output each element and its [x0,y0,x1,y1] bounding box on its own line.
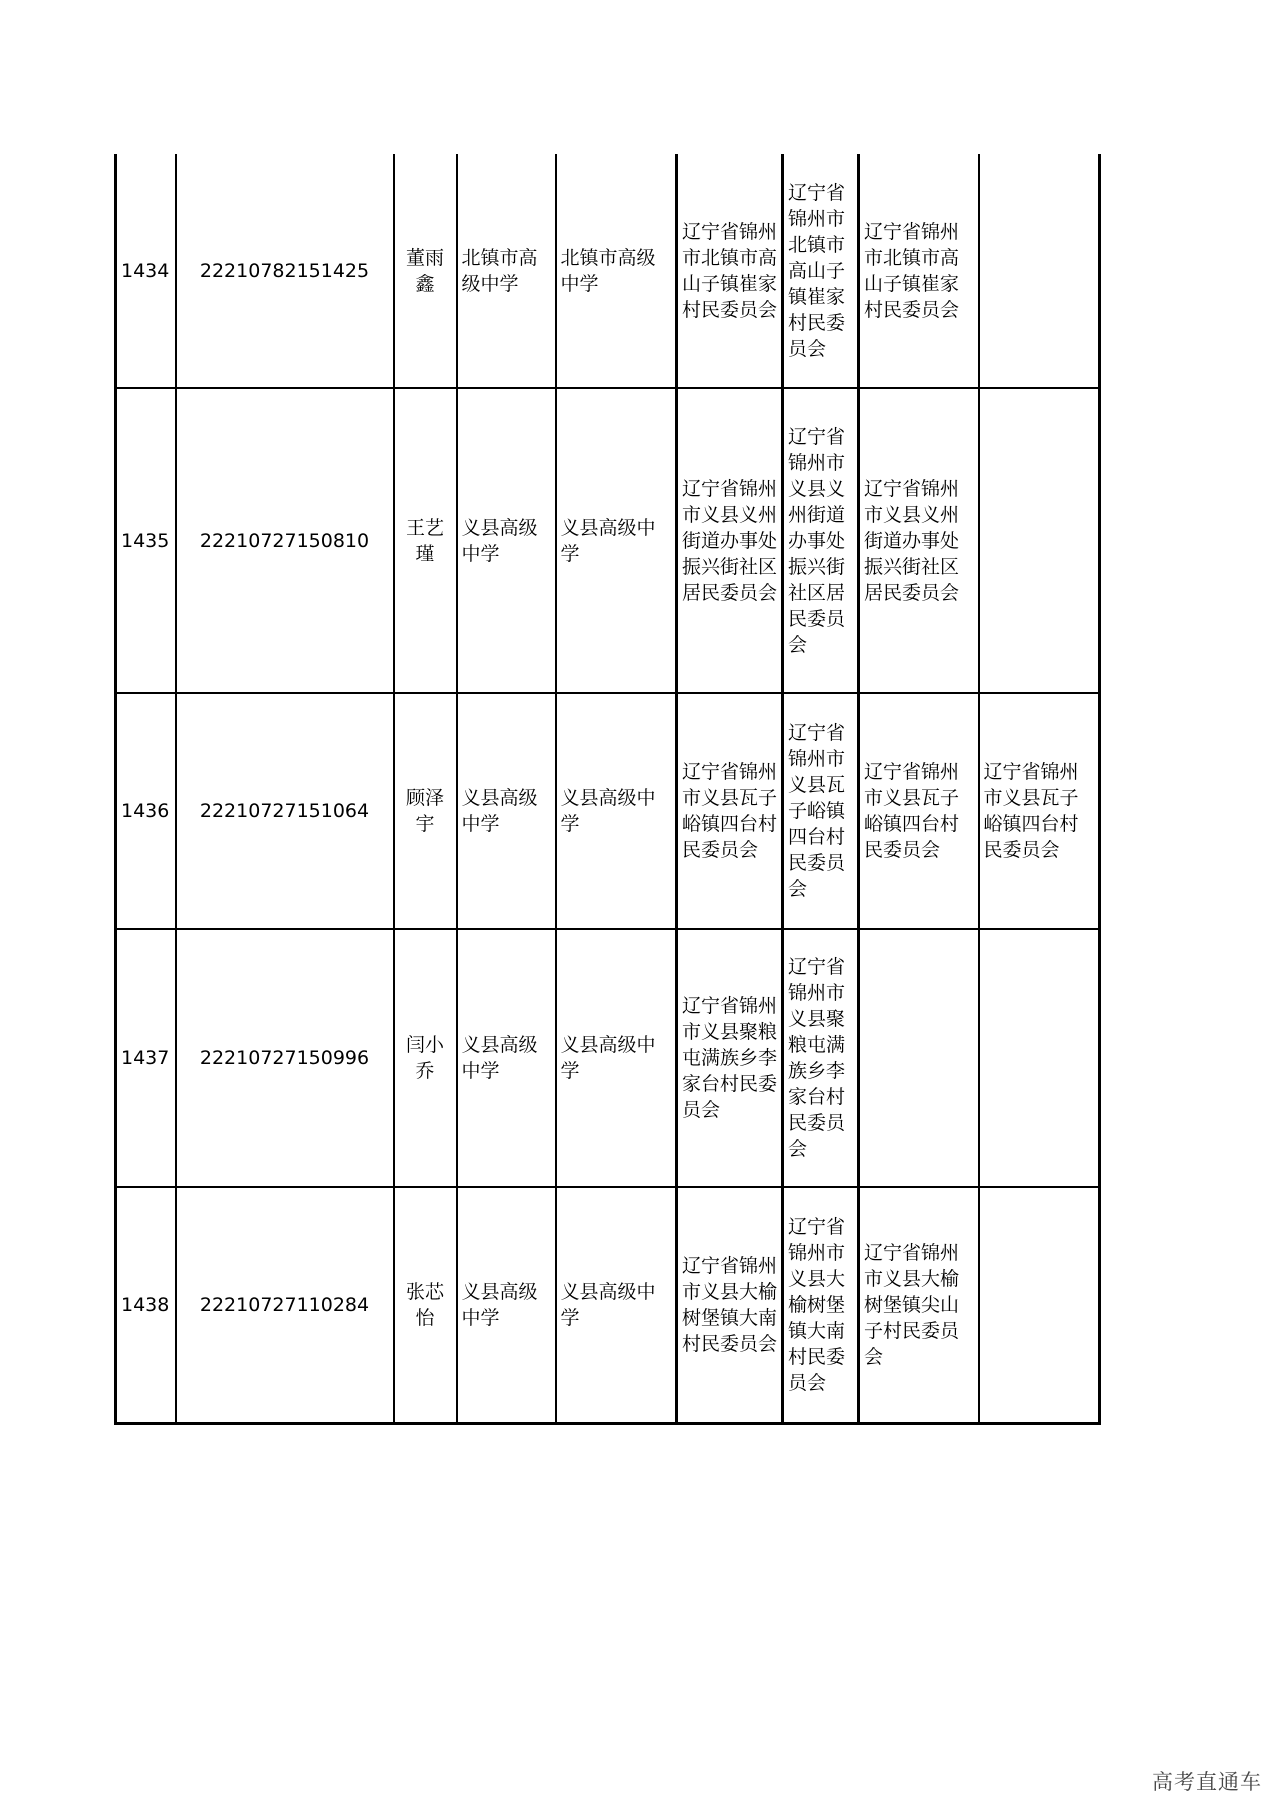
school-cell: 义县高级中学 [457,693,556,929]
address-cell [979,929,1100,1187]
address-cell [979,1187,1100,1423]
address-cell: 辽宁省锦州市义县聚粮屯满族乡李家台村民委员会 [783,929,859,1187]
address-cell: 辽宁省锦州市义县瓦子峪镇四台村民委员会 [783,693,859,929]
table-row [116,154,1100,388]
table-row [116,929,1100,1187]
name-cell: 董雨鑫 [394,154,457,388]
seq-cell: 1434 [116,154,176,388]
exam-number-cell: 22210727150996 [176,929,394,1187]
address-cell: 辽宁省锦州市北镇市高山子镇崔家村民委员会 [783,154,859,388]
address-cell: 辽宁省锦州市北镇市高山子镇崔家村民委员会 [677,154,783,388]
school-cell: 义县高级中学 [556,929,677,1187]
school-cell: 义县高级中学 [556,1187,677,1423]
address-cell: 辽宁省锦州市义县瓦子峪镇四台村民委员会 [979,693,1100,929]
address-cell: 辽宁省锦州市义县义州街道办事处振兴街社区居民委员会 [783,388,859,693]
seq-cell: 1435 [116,388,176,693]
address-cell: 辽宁省锦州市义县大榆树堡镇大南村民委员会 [783,1187,859,1423]
school-cell: 义县高级中学 [457,929,556,1187]
address-cell: 辽宁省锦州市义县瓦子峪镇四台村民委员会 [859,693,979,929]
exam-number-cell: 22210727150810 [176,388,394,693]
watermark-text: 高考直通车 [1152,1770,1262,1794]
address-cell [859,929,979,1187]
enrollment-table [114,154,1101,1425]
school-cell: 北镇市高级中学 [457,154,556,388]
name-cell: 闫小乔 [394,929,457,1187]
name-cell: 王艺瑾 [394,388,457,693]
name-cell: 顾泽宇 [394,693,457,929]
table-row [116,693,1100,929]
seq-cell: 1438 [116,1187,176,1423]
address-cell: 辽宁省锦州市义县义州街道办事处振兴街社区居民委员会 [859,388,979,693]
address-cell: 辽宁省锦州市义县瓦子峪镇四台村民委员会 [677,693,783,929]
address-cell: 辽宁省锦州市义县大榆树堡镇大南村民委员会 [677,1187,783,1423]
seq-cell: 1437 [116,929,176,1187]
exam-number-cell: 22210782151425 [176,154,394,388]
school-cell: 义县高级中学 [556,388,677,693]
address-cell: 辽宁省锦州市北镇市高山子镇崔家村民委员会 [859,154,979,388]
address-cell: 辽宁省锦州市义县大榆树堡镇尖山子村民委员会 [859,1187,979,1423]
table-row [116,1187,1100,1423]
school-cell: 北镇市高级中学 [556,154,677,388]
school-cell: 义县高级中学 [556,693,677,929]
school-cell: 义县高级中学 [457,1187,556,1423]
school-cell: 义县高级中学 [457,388,556,693]
exam-number-cell: 22210727110284 [176,1187,394,1423]
address-cell [979,154,1100,388]
name-cell: 张芯怡 [394,1187,457,1423]
seq-cell: 1436 [116,693,176,929]
address-cell: 辽宁省锦州市义县聚粮屯满族乡李家台村民委员会 [677,929,783,1187]
exam-number-cell: 22210727151064 [176,693,394,929]
address-cell: 辽宁省锦州市义县义州街道办事处振兴街社区居民委员会 [677,388,783,693]
table-row [116,388,1100,693]
address-cell [979,388,1100,693]
